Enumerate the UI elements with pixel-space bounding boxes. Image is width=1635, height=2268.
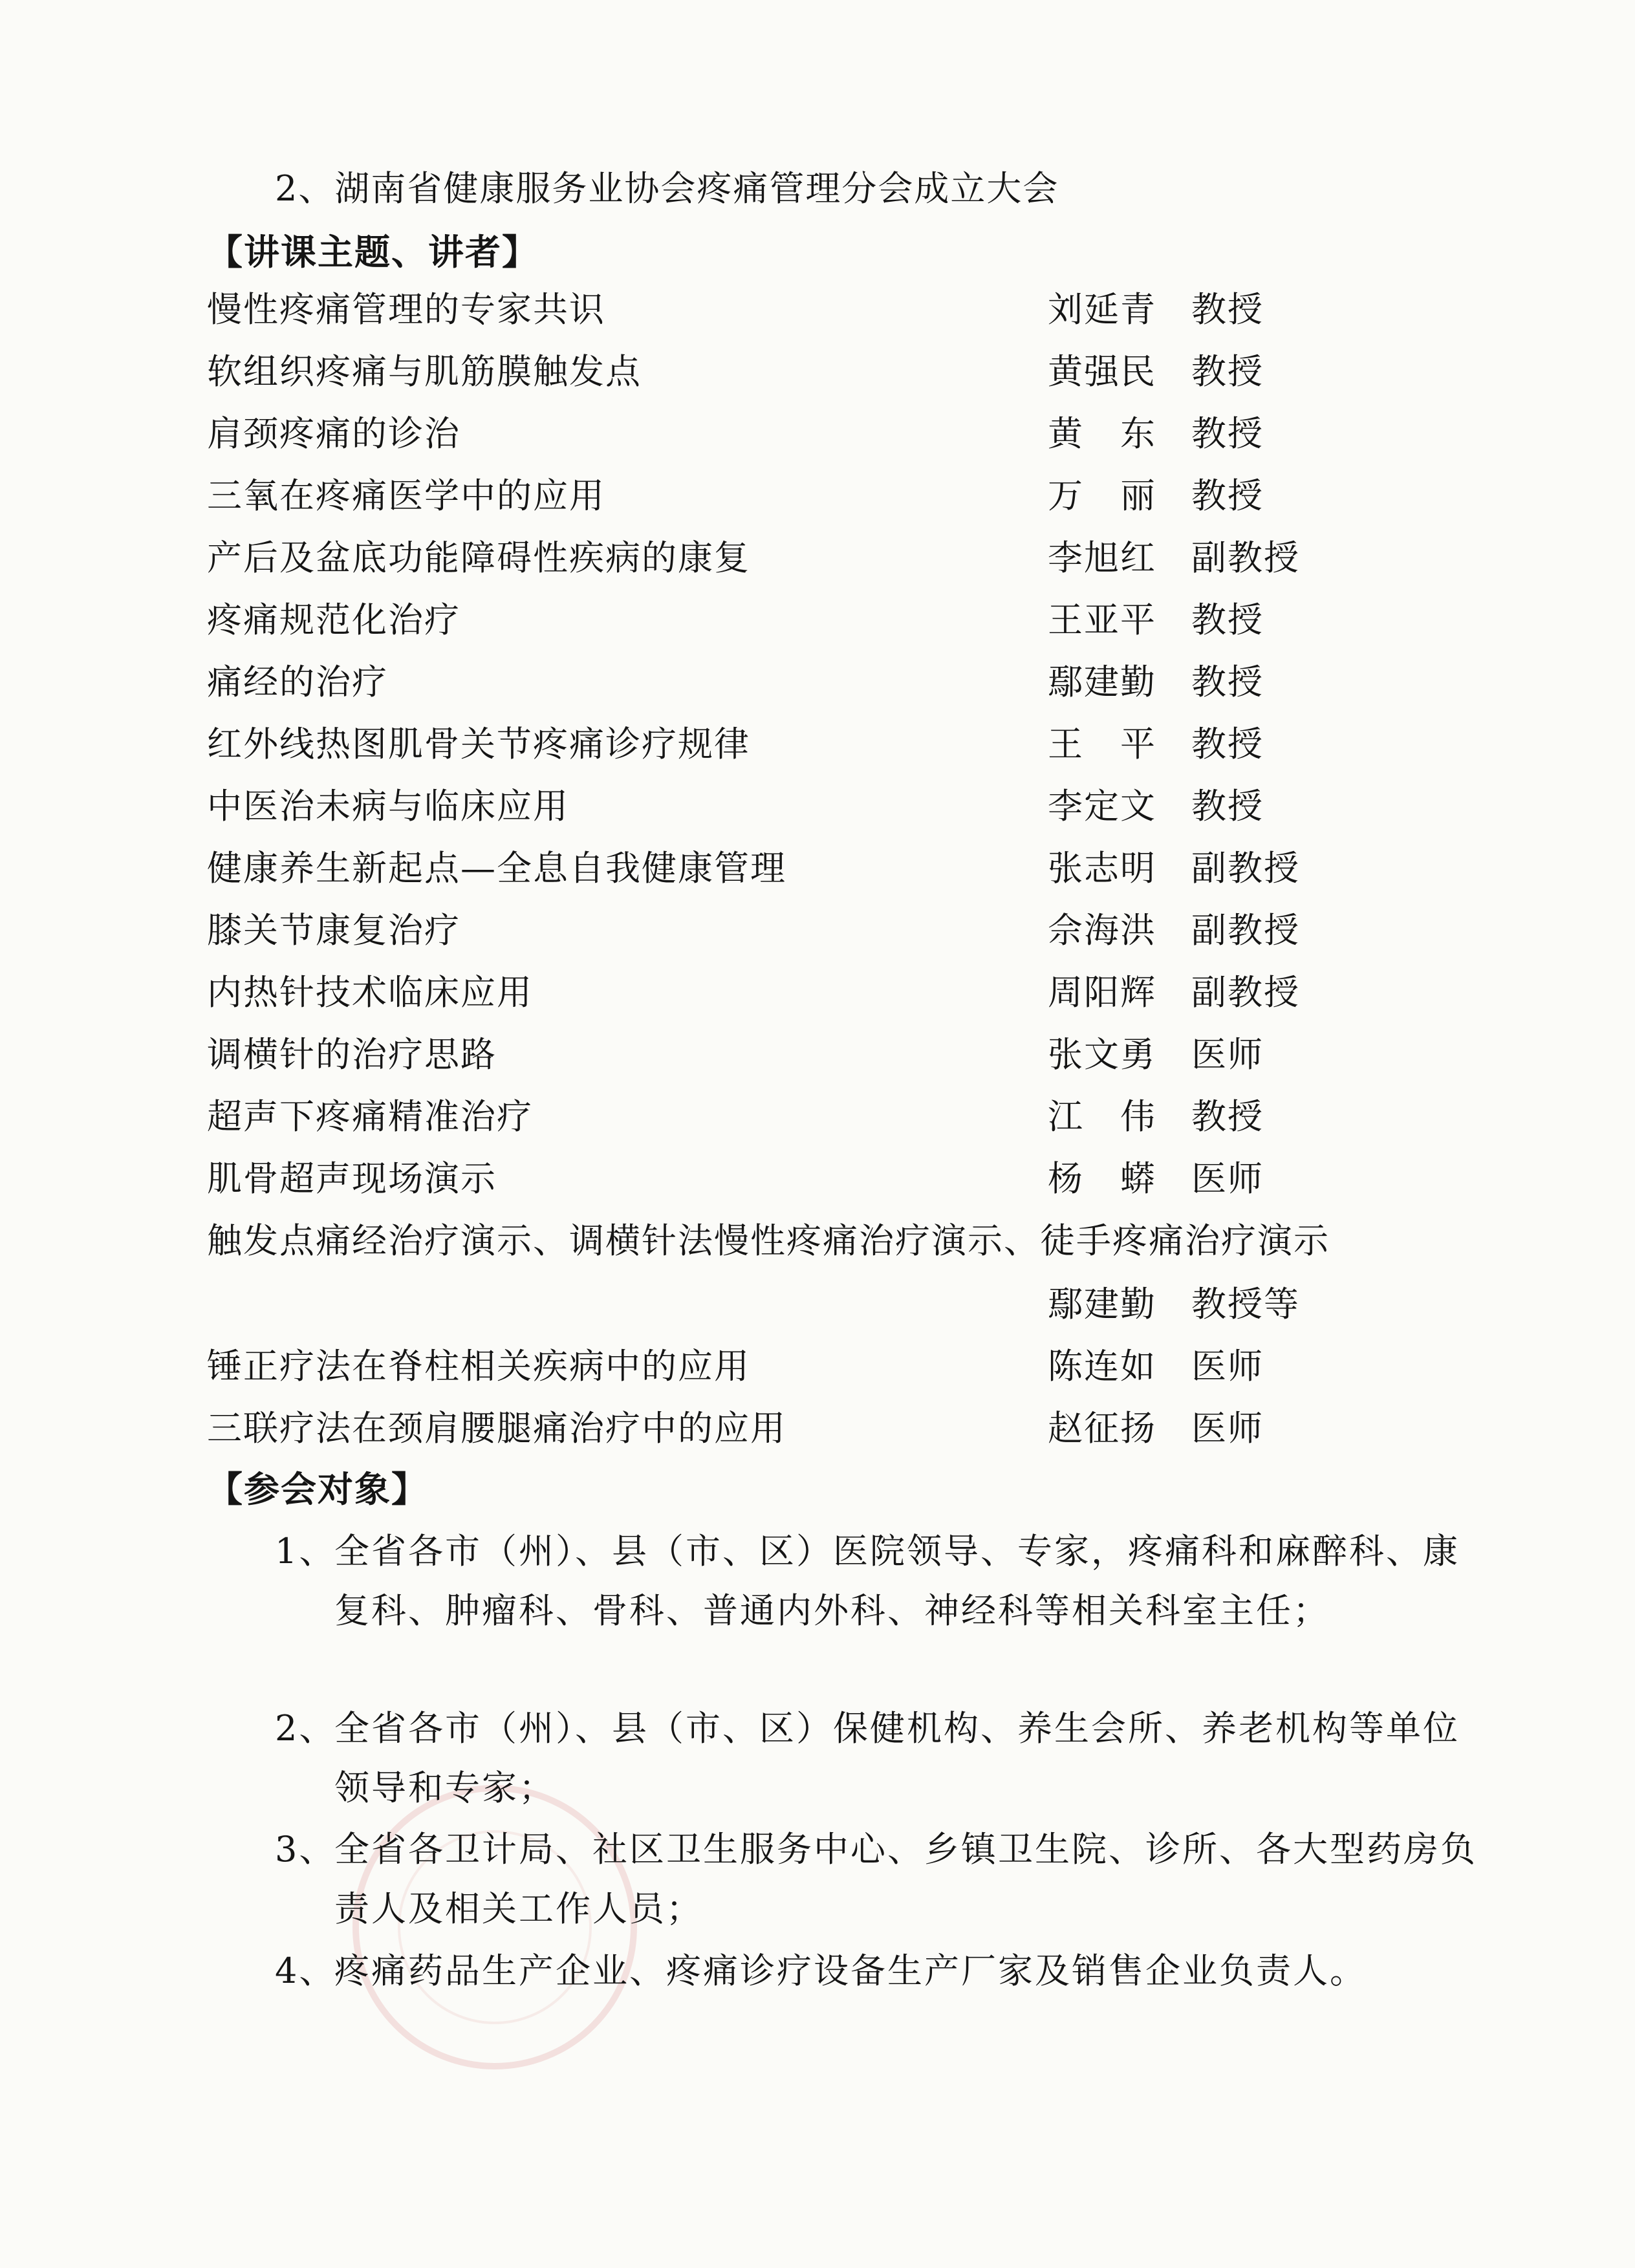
- speaker-title: 教授等: [1191, 1284, 1300, 1324]
- audience-item: [275, 1699, 1478, 1818]
- speaker-title: 教授: [1191, 475, 1264, 516]
- speaker-title: 教授: [1191, 724, 1264, 764]
- speaker-title: 教授: [1191, 1096, 1264, 1137]
- lecture-speaker: [1048, 845, 1300, 892]
- lecture-topic: 慢性疼痛管理的专家共识: [207, 289, 605, 330]
- lecture-speaker: [1048, 721, 1264, 768]
- lecture-section-heading: 【讲课主题、讲者】: [207, 231, 539, 273]
- speaker-name: 鄢建勤: [1048, 1284, 1156, 1324]
- lecture-speaker: [1048, 597, 1264, 643]
- audience-item-number: 3、: [275, 1829, 336, 1870]
- speaker-title: 教授: [1191, 413, 1264, 454]
- lecture-topic: 产后及盆底功能障碍性疾病的康复: [207, 537, 750, 578]
- speaker-name: 刘延青: [1048, 289, 1156, 330]
- audience-item: [275, 1941, 1478, 2001]
- audience-item-text: 全省各市（州）、县（市、区）医院领导、专家，疼痛科和麻醉科、康复科、肿瘤科、骨科、普通内外科、神经科等相关科室主任；: [334, 1531, 1460, 1631]
- speaker-title: 教授: [1191, 289, 1264, 330]
- speaker-name: 杨 蟒: [1048, 1158, 1156, 1199]
- speaker-title: 教授: [1191, 599, 1264, 640]
- lecture-topic: 调横针的治疗思路: [207, 1034, 497, 1075]
- speaker-name: 万 丽: [1048, 475, 1156, 516]
- lecture-speaker: [1048, 1405, 1264, 1452]
- lecture-topic: 膝关节康复治疗: [207, 910, 460, 951]
- lecture-speaker: [1048, 473, 1264, 519]
- lecture-topic: 三氧在疼痛医学中的应用: [207, 475, 605, 516]
- speaker-title: 副教授: [1191, 537, 1300, 578]
- speaker-name: 王亚平: [1048, 599, 1156, 640]
- audience-item: [275, 1820, 1478, 1939]
- lecture-topic: 红外线热图肌骨关节疼痛诊疗规律: [207, 724, 750, 764]
- lecture-speaker: [1048, 349, 1264, 395]
- speaker-name: 李旭红: [1048, 537, 1156, 578]
- lecture-topic: 中医治未病与临床应用: [207, 786, 569, 826]
- lecture-speaker: [1048, 969, 1300, 1016]
- speaker-title: 医师: [1191, 1346, 1264, 1387]
- lecture-speaker: [1048, 659, 1264, 706]
- lecture-topic: 软组织疼痛与肌筋膜触发点: [207, 351, 642, 392]
- speaker-title: 医师: [1191, 1034, 1264, 1075]
- demo-topic: 触发点痛经治疗演示、调横针法慢性疼痛治疗演示、徒手疼痛治疗演示: [207, 1220, 1330, 1261]
- speaker-title: 副教授: [1191, 910, 1300, 951]
- audience-item-number: 2、: [275, 1708, 336, 1749]
- lecture-topic: 三联疗法在颈肩腰腿痛治疗中的应用: [207, 1408, 786, 1449]
- audience-item-number: 4、: [275, 1950, 336, 1991]
- lecture-topic: 内热针技术临床应用: [207, 972, 533, 1013]
- audience-section-heading: 【参会对象】: [207, 1468, 429, 1510]
- lecture-speaker: [1048, 1031, 1264, 1078]
- session-title: 2、湖南省健康服务业协会疼痛管理分会成立大会: [275, 168, 1059, 209]
- lecture-topic: 超声下疼痛精准治疗: [207, 1096, 533, 1137]
- speaker-title: 副教授: [1191, 972, 1300, 1013]
- speaker-name: 黄 东: [1048, 413, 1156, 454]
- speaker-title: 医师: [1191, 1408, 1264, 1449]
- audience-item-number: 1、: [275, 1531, 336, 1571]
- speaker-name: 黄强民: [1048, 351, 1156, 392]
- speaker-name: 江 伟: [1048, 1096, 1156, 1137]
- lecture-speaker: [1048, 783, 1264, 830]
- lecture-topic: 健康养生新起点—全息自我健康管理: [207, 848, 786, 889]
- audience-item: [275, 1522, 1478, 1641]
- lecture-topic: 肩颈疼痛的诊治: [207, 413, 460, 454]
- lecture-speaker: [1048, 1156, 1264, 1202]
- speaker-name: 周阳辉: [1048, 972, 1156, 1013]
- lecture-speaker: [1048, 286, 1264, 333]
- speaker-name: 陈连如: [1048, 1346, 1156, 1387]
- speaker-name: 赵征扬: [1048, 1408, 1156, 1449]
- lecture-topic: 疼痛规范化治疗: [207, 599, 460, 640]
- lecture-speaker: [1048, 907, 1300, 954]
- speaker-name: 张志明: [1048, 848, 1156, 889]
- lecture-topic: 肌骨超声现场演示: [207, 1158, 497, 1199]
- audience-item-text: 疼痛药品生产企业、疼痛诊疗设备生产厂家及销售企业负责人。: [334, 1950, 1367, 1991]
- speaker-title: 副教授: [1191, 848, 1300, 889]
- lecture-topic: 痛经的治疗: [207, 662, 388, 702]
- speaker-name: 李定文: [1048, 786, 1156, 826]
- lecture-speaker: [1048, 1343, 1264, 1390]
- lecture-topic: 锤正疗法在脊柱相关疾病中的应用: [207, 1346, 750, 1387]
- speaker-name: 佘海洪: [1048, 910, 1156, 951]
- lecture-speaker: [1048, 411, 1264, 457]
- speaker-title: 教授: [1191, 662, 1264, 702]
- speaker-title: 教授: [1191, 786, 1264, 826]
- audience-item-text: 全省各卫计局、社区卫生服务中心、乡镇卫生院、诊所、各大型药房负责人及相关工作人员；: [334, 1829, 1477, 1929]
- speaker-title: 教授: [1191, 351, 1264, 392]
- lecture-speaker: [1048, 1094, 1264, 1140]
- speaker-name: 张文勇: [1048, 1034, 1156, 1075]
- demo-speaker: [1048, 1281, 1300, 1328]
- speaker-title: 医师: [1191, 1158, 1264, 1199]
- speaker-name: 鄢建勤: [1048, 662, 1156, 702]
- speaker-name: 王 平: [1048, 724, 1156, 764]
- lecture-speaker: [1048, 535, 1300, 581]
- audience-item-text: 全省各市（州）、县（市、区）保健机构、养生会所、养老机构等单位领导和专家；: [334, 1708, 1460, 1808]
